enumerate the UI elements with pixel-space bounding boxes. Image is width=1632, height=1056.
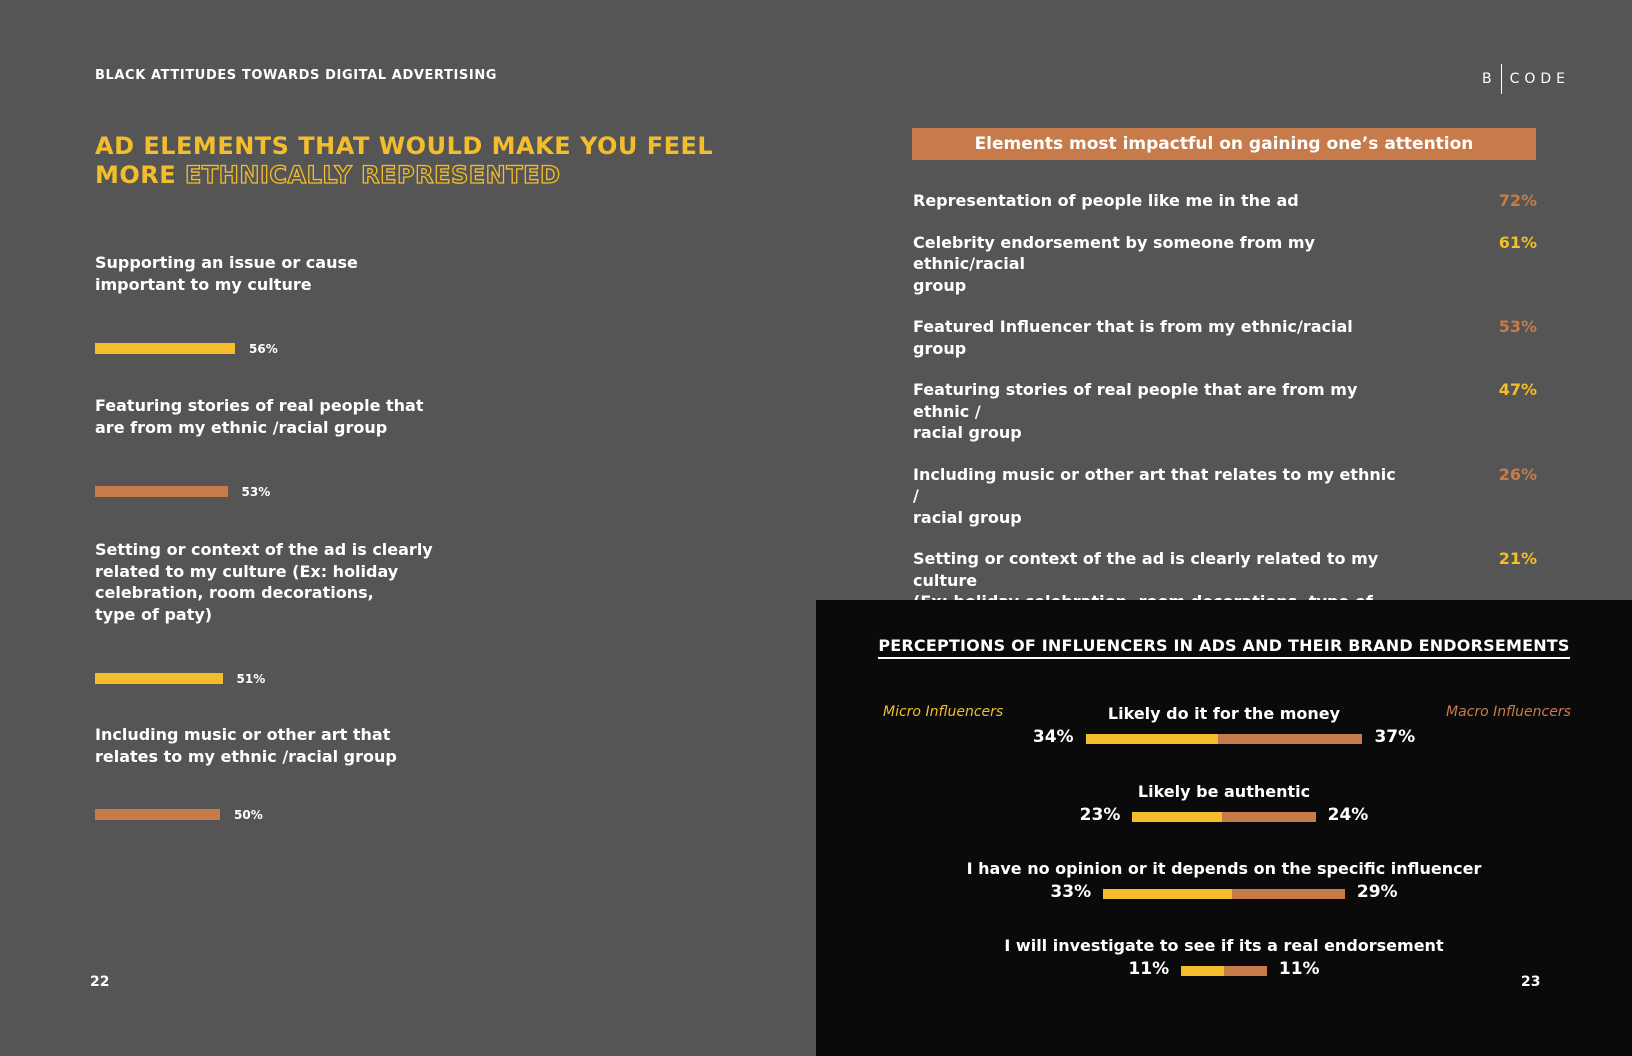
macro-influencer-value-label: 11% xyxy=(1278,959,1320,979)
micro-influencer-bar-segment xyxy=(1103,889,1232,899)
rep-bar-line xyxy=(95,809,263,820)
rep-chart-row xyxy=(95,724,435,822)
attention-row-label-line: Celebrity endorsement by someone from my ethnic/racial xyxy=(913,232,1315,273)
micro-influencer-value-label: 23% xyxy=(1079,805,1121,825)
legend-micro-influencers: Micro Influencers xyxy=(883,704,1004,720)
rep-category-label-line: important to my culture xyxy=(95,274,312,294)
bcode-logo xyxy=(1482,64,1570,94)
rep-category-label xyxy=(95,539,435,625)
rep-category-label-line: Supporting an issue or cause xyxy=(95,253,358,272)
rep-bar xyxy=(95,809,220,820)
attention-row xyxy=(913,190,1537,212)
influencer-row xyxy=(816,936,1632,979)
macro-influencer-bar-segment xyxy=(1232,889,1345,899)
attention-row-label xyxy=(913,190,1403,212)
attention-row xyxy=(913,464,1537,529)
page-number-left: 22 xyxy=(90,974,110,990)
rep-category-label-line: relates to my ethnic /racial group xyxy=(95,746,397,766)
logo-divider xyxy=(1501,64,1502,94)
rep-category-label-line: type of paty) xyxy=(95,604,213,624)
rep-chart-row xyxy=(95,395,435,499)
rep-bar-line xyxy=(95,343,278,354)
attention-row-label xyxy=(913,379,1403,444)
headline-line-2 xyxy=(95,161,735,190)
attention-row-label-line: Featuring stories of real people that are from my ethnic / xyxy=(913,380,1358,421)
attention-row-label-line: Representation of people like me in the ad xyxy=(913,191,1299,210)
report-header-title: BLACK ATTITUDES TOWARDS DIGITAL ADVERTISING xyxy=(95,68,498,83)
rep-bar xyxy=(95,486,228,497)
influencer-row xyxy=(816,704,1632,747)
attention-row-label-line: group xyxy=(913,275,967,295)
influencer-statement: I have no opinion or it depends on the specific influencer xyxy=(966,859,1482,878)
macro-influencer-value-label: 24% xyxy=(1327,805,1369,825)
attention-row xyxy=(913,232,1537,297)
rep-category-label-line: Featuring stories of real people that xyxy=(95,396,424,415)
macro-influencer-bar-segment xyxy=(1222,812,1316,822)
attention-row-value: 53% xyxy=(1498,317,1537,336)
micro-influencer-bar-segment xyxy=(1132,812,1222,822)
rep-category-label xyxy=(95,252,435,295)
influencer-bar xyxy=(1103,889,1345,899)
rep-chart-row xyxy=(95,539,435,686)
rep-category-label-line: celebration, room decorations, xyxy=(95,583,374,602)
influencer-row xyxy=(816,859,1632,902)
headline-outline-text: ETHNICALLY REPRESENTED xyxy=(185,161,561,189)
attention-row-label xyxy=(913,316,1403,359)
attention-row xyxy=(913,316,1537,359)
rep-bar xyxy=(95,343,235,354)
attention-row-label-line: racial group xyxy=(913,423,1022,442)
micro-influencer-bar-segment xyxy=(1181,966,1224,976)
rep-bar-value-label: 50% xyxy=(234,807,263,822)
attention-row xyxy=(913,379,1537,444)
attention-row-value: 72% xyxy=(1498,191,1537,210)
macro-influencer-bar-segment xyxy=(1224,966,1267,976)
attention-row-value: 61% xyxy=(1498,232,1537,252)
influencer-bar xyxy=(1181,966,1267,976)
influencer-bar xyxy=(1086,734,1363,744)
macro-influencer-bar-segment xyxy=(1218,734,1362,744)
influencer-statement: I will investigate to see if its a real endorsement xyxy=(1004,936,1444,955)
legend-macro-influencers: Macro Influencers xyxy=(1446,704,1571,720)
headline-solid-text: MORE xyxy=(95,161,186,189)
rep-category-label-line: Including music or other art that xyxy=(95,725,391,744)
micro-influencer-value-label: 33% xyxy=(1050,882,1092,902)
right-page xyxy=(816,0,1632,1056)
influencer-statement: Likely do it for the money xyxy=(1107,704,1341,723)
attention-row-label-line: racial group xyxy=(913,507,1022,527)
rep-bar-line xyxy=(95,673,265,684)
attention-row-label xyxy=(913,232,1403,297)
logo-letter-b: B xyxy=(1481,71,1497,87)
rep-bar-value-label: 51% xyxy=(236,671,266,686)
micro-influencer-value-label: 11% xyxy=(1128,959,1170,979)
attention-row-label-line: Including music or other art that relates to my ethnic / xyxy=(913,464,1396,505)
attention-row-value: 47% xyxy=(1498,380,1537,399)
headline-line-1: AD ELEMENTS THAT WOULD MAKE YOU FEEL xyxy=(95,132,714,160)
section-headline xyxy=(95,132,735,190)
influencer-panel xyxy=(816,600,1632,1056)
rep-bar-value-label: 53% xyxy=(241,484,271,499)
rep-category-label-line: are from my ethnic /racial group xyxy=(95,417,388,437)
rep-bar xyxy=(95,673,223,684)
influencer-bar xyxy=(1132,812,1315,822)
attention-row-label xyxy=(913,464,1403,529)
influencer-row xyxy=(816,782,1632,825)
rep-category-label-line: Setting or context of the ad is clearly xyxy=(95,540,433,559)
rep-bar-line xyxy=(95,486,270,497)
rep-chart-row xyxy=(95,252,435,356)
macro-influencer-value-label: 29% xyxy=(1356,882,1398,902)
attention-row-label-line: Featured Influencer that is from my ethnic/racial group xyxy=(913,317,1353,358)
page-number-right: 23 xyxy=(1521,974,1541,990)
micro-influencer-value-label: 34% xyxy=(1032,727,1074,747)
logo-word-code: CODE xyxy=(1509,71,1570,87)
influencer-statement: Likely be authentic xyxy=(1137,782,1311,801)
attention-row-value: 21% xyxy=(1498,549,1537,568)
rep-category-label xyxy=(95,724,435,767)
micro-influencer-bar-segment xyxy=(1086,734,1219,744)
rep-category-label xyxy=(95,395,435,438)
rep-category-label-line: related to my culture (Ex: holiday xyxy=(95,561,399,581)
influencer-chart-title: PERCEPTIONS OF INFLUENCERS IN ADS AND THEIR BRAND ENDORSEMENTS xyxy=(878,636,1569,659)
attention-row-value: 26% xyxy=(1498,464,1537,484)
attention-row-label-line: Setting or context of the ad is clearly related to my culture xyxy=(913,549,1379,590)
influencer-chart-title-wrap xyxy=(816,636,1632,659)
rep-bar-value-label: 56% xyxy=(249,341,278,356)
macro-influencer-value-label: 37% xyxy=(1374,727,1416,747)
attention-table-title: Elements most impactful on gaining one’s attention xyxy=(912,128,1536,160)
